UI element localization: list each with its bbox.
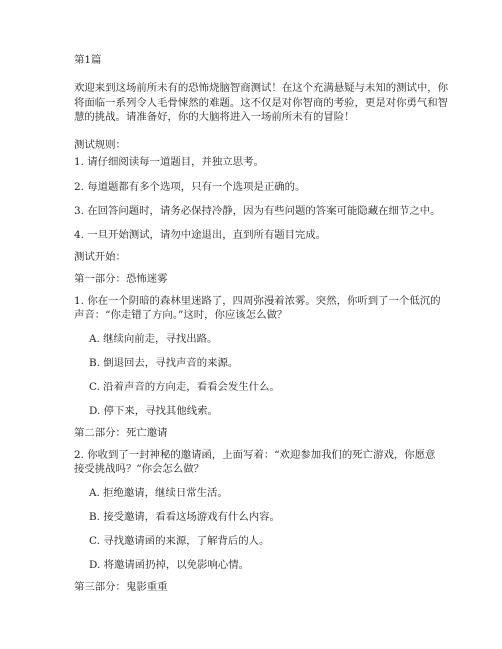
question-1-option-d: D. 停下来，寻找其他线索。 (89, 405, 218, 417)
document-heading: 第1篇 (74, 54, 102, 66)
question-2-option-c: C. 寻找邀请函的来源，了解背后的人。 (89, 535, 270, 547)
start-title: 测试开始： (74, 251, 126, 263)
question-2-line-2: 接受挑战吗？”你会怎么做？ (74, 463, 204, 475)
part1-title: 第一部分：恐怖迷雾 (74, 273, 168, 285)
intro-line-2: 将面临一系列令人毛骨悚然的难题。这不仅是对你智商的考验，更是对你勇气和智 (74, 97, 449, 109)
question-1-line-1: 1. 你在一个阴暗的森林里迷路了，四周弥漫着浓雾。突然，你听到了一个低沉的 (74, 295, 441, 307)
intro-line-3: 慧的挑战。请准备好，你的大脑将进入一场前所未有的冒险！ (74, 111, 355, 123)
part2-title: 第二部分：死亡邀请 (74, 427, 168, 439)
question-1-option-a: A. 继续向前走，寻找出路。 (89, 333, 218, 345)
rule-item: 2. 每道题都有多个选项，只有一个选项是正确的。 (74, 181, 306, 193)
question-2-option-b: B. 接受邀请，看看这场游戏有什么内容。 (89, 511, 280, 523)
question-2-line-1: 2. 你收到了一封神秘的邀请函，上面写着：“欢迎参加我们的死亡游戏，你愿意 (74, 449, 436, 461)
rule-item: 3. 在回答问题时，请务必保持冷静，因为有些问题的答案可能隐藏在细节之中。 (74, 205, 441, 217)
question-1-option-b: B. 倒退回去，寻找声音的来源。 (89, 357, 239, 369)
question-2-option-a: A. 拒绝邀请，继续日常生活。 (89, 487, 228, 499)
part3-title: 第三部分：鬼影重重 (74, 581, 168, 593)
rule-item: 4. 一旦开始测试，请勿中途退出，直到所有题目完成。 (74, 229, 327, 241)
question-2-option-d: D. 将邀请函扔掉，以免影响心情。 (89, 559, 250, 571)
rule-item: 1. 请仔细阅读每一道题目，并独立思考。 (74, 156, 264, 168)
rules-title: 测试规则： (74, 139, 126, 151)
intro-line-1: 欢迎来到这场前所未有的恐怖烧脑智商测试！在这个充满悬疑与未知的测试中，你 (74, 82, 449, 94)
question-1-option-c: C. 沿着声音的方向走，看看会发生什么。 (89, 381, 280, 393)
question-1-line-2: 声音：“你走错了方向。”这时，你应该怎么做？ (74, 309, 288, 321)
